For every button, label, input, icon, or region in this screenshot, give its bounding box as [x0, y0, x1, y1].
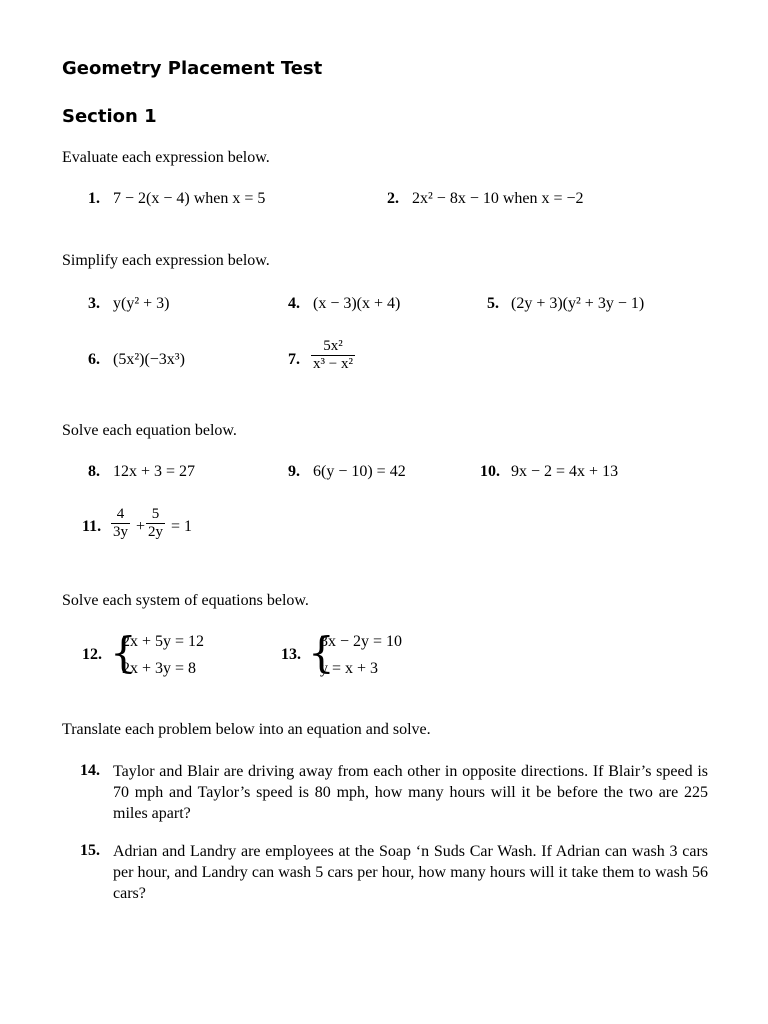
problem-7-fraction: [311, 338, 355, 373]
problem-number: 14.: [80, 762, 100, 779]
problem-number: 1.: [88, 190, 100, 207]
section-heading: Section 1: [62, 106, 157, 127]
problem-number: 5.: [487, 295, 499, 312]
fraction-numerator: 4: [116, 506, 125, 522]
problem-10-expression: 9x − 2 = 4x + 13: [511, 463, 619, 480]
problem-number: 8.: [88, 463, 100, 480]
problem-number: 12.: [82, 646, 102, 663]
fraction-denominator: 3y: [113, 524, 128, 540]
problem-2-expression: 2x² − 8x − 10 when x = −2: [412, 190, 584, 207]
system-brace: {: [110, 628, 137, 677]
problem-number: 2.: [387, 190, 399, 207]
problem-number: 13.: [281, 646, 301, 663]
fraction-numerator: 5: [151, 506, 160, 522]
fraction-denominator: 2y: [148, 524, 163, 540]
problem-12-equation-1: 2x + 5y = 12: [122, 633, 205, 650]
plus-sign: +: [136, 518, 146, 535]
problem-13-equation-2: y = x + 3: [320, 660, 379, 677]
problem-11-fraction-2: [146, 506, 165, 541]
problem-5-expression: (2y + 3)(y² + 3y − 1): [511, 295, 645, 312]
problem-number: 11.: [82, 518, 102, 535]
problem-number: 9.: [288, 463, 300, 480]
problem-number: 4.: [288, 295, 300, 312]
problem-1-expression: 7 − 2(x − 4) when x = 5: [113, 190, 266, 207]
problem-4-expression: (x − 3)(x + 4): [313, 295, 401, 312]
problem-number: 15.: [80, 842, 100, 859]
instruction-translate: Translate each problem below into an equation and solve.: [62, 721, 431, 738]
problem-15-text: Adrian and Landry are employees at the Soap ‘n Suds Car Wash. If Adrian can wash 3 cars per hour, and Landry can wash 5 cars per hour, how many hours will it take them to wash 56 cars?: [113, 843, 708, 902]
problem-8-expression: 12x + 3 = 27: [113, 463, 196, 480]
instruction-evaluate: Evaluate each expression below.: [62, 149, 270, 166]
problem-11-fraction-1: [111, 506, 130, 541]
instruction-solve-equations: Solve each equation below.: [62, 422, 237, 439]
instruction-simplify: Simplify each expression below.: [62, 252, 270, 269]
problem-number: 6.: [88, 351, 100, 368]
problem-number: 10.: [480, 463, 500, 480]
problem-3-expression: y(y² + 3): [113, 295, 170, 312]
problem-11-rest: = 1: [171, 518, 193, 535]
problem-6-expression: (5x²)(−3x³): [113, 351, 185, 368]
instruction-solve-systems: Solve each system of equations below.: [62, 592, 309, 609]
problem-12-equation-2: 2x + 3y = 8: [122, 660, 197, 677]
problem-number: 7.: [288, 351, 300, 368]
system-brace: {: [308, 628, 335, 677]
fraction-denominator: x³ − x²: [313, 356, 353, 372]
fraction-numerator: 5x²: [323, 338, 343, 354]
problem-14-text: Taylor and Blair are driving away from each other in opposite directions. If Blair’s speed is 70 mph and Taylor’s speed is 80 mph, how many hours will it be before the two are 225 miles apart?: [113, 763, 708, 822]
problem-9-expression: 6(y − 10) = 42: [313, 463, 406, 480]
page-title: Geometry Placement Test: [62, 58, 323, 79]
problem-number: 3.: [88, 295, 100, 312]
problem-13-equation-1: 3x − 2y = 10: [320, 633, 403, 650]
